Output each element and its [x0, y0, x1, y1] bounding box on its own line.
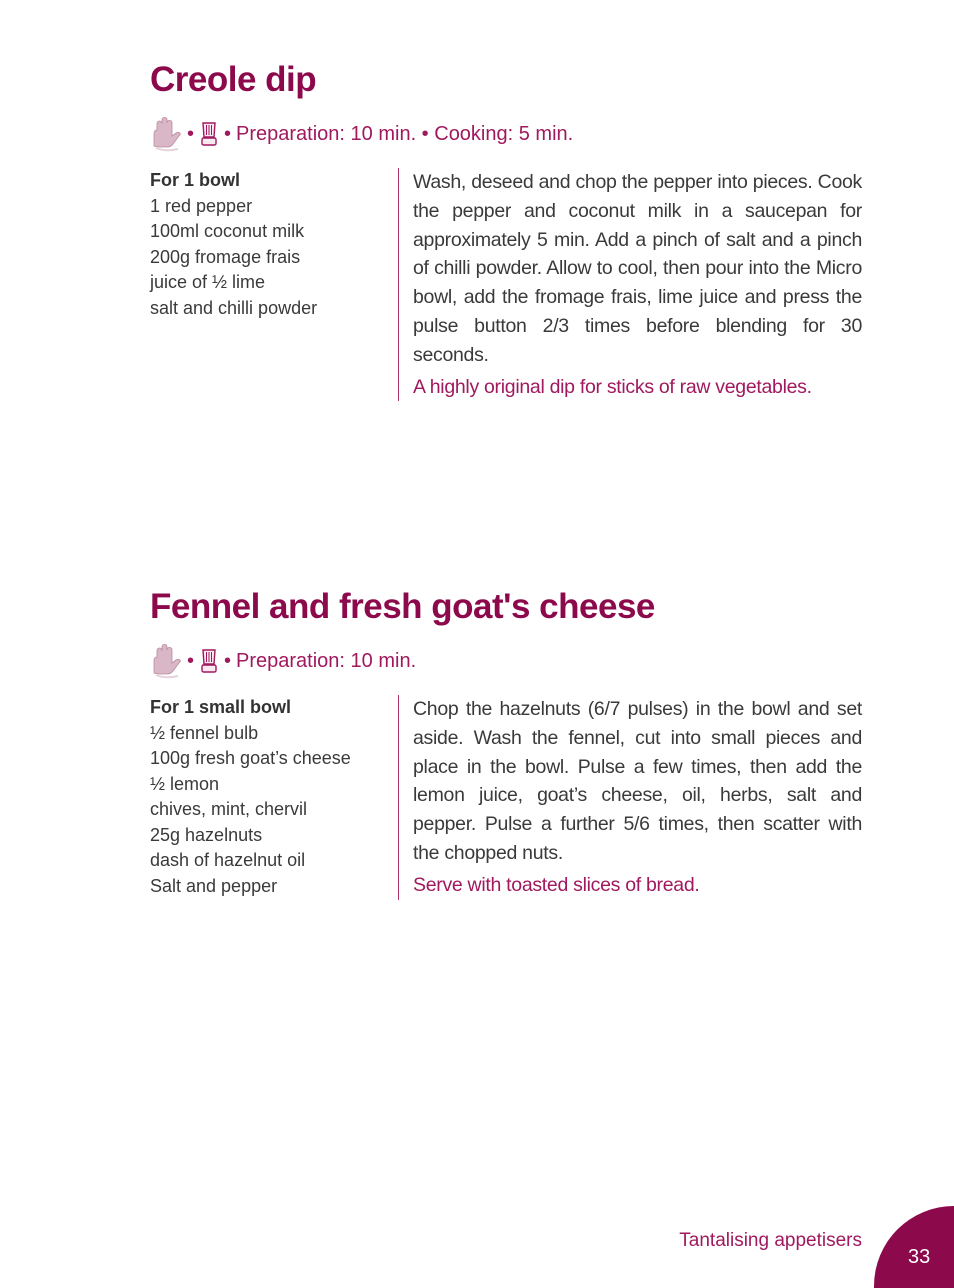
preparation-time: Preparation: 10 min. • Cooking: 5 min.	[236, 122, 574, 145]
ingredient-item: chives, mint, chervil	[150, 799, 308, 819]
ingredients-list	[150, 695, 398, 900]
method-column	[413, 168, 862, 401]
serving-tip: Serve with toasted slices of bread.	[413, 873, 700, 896]
recipe-title: Creole dip	[150, 60, 317, 99]
recipe-meta	[150, 643, 862, 679]
ingredient-item: ½ lemon	[150, 773, 220, 794]
ingredient-item: 100g fresh goat’s cheese	[150, 748, 351, 768]
serving-size: For 1 small bowl	[150, 697, 292, 717]
separator-bullet: •	[224, 649, 232, 672]
section-label: Tantalising appetisers	[679, 1230, 862, 1251]
ingredients-list	[150, 168, 398, 401]
column-divider	[398, 695, 399, 900]
recipe-title: Fennel and fresh goat's cheese	[150, 587, 655, 626]
column-divider	[398, 168, 399, 401]
ingredient-item: salt and chilli powder	[150, 297, 318, 318]
ingredient-item: ½ fennel bulb	[150, 722, 259, 743]
preparation-time: Preparation: 10 min.	[236, 649, 417, 672]
method-column	[413, 695, 862, 900]
mixer-icon	[199, 648, 219, 674]
page-number: 33	[908, 1246, 931, 1268]
recipe-meta	[150, 116, 862, 152]
serving-size: For 1 bowl	[150, 170, 240, 190]
separator-bullet: •	[187, 649, 195, 672]
serving-tip: A highly original dip for sticks of raw vegetables.	[413, 375, 812, 398]
mixer-icon	[199, 121, 219, 147]
ingredient-item: 100ml coconut milk	[150, 221, 305, 241]
ingredient-item: 25g hazelnuts	[150, 824, 263, 845]
method-text: Wash, deseed and chop the pepper into pieces. Cook the pepper and coconut milk in a saucepan for approximately 5 min. Add a pinch of salt and a pinch of chilli powder. Allow to cool, then pour into the Micro bowl, add the fromage frais, lime juice and press the pulse button 2/3 times before blending for 30 seconds.	[413, 171, 862, 366]
ingredient-item: Salt and pepper	[150, 875, 278, 896]
separator-bullet: •	[224, 122, 232, 145]
ingredient-item: 1 red pepper	[150, 195, 253, 216]
ingredient-item: 200g fromage frais	[150, 246, 301, 267]
hand-icon	[150, 116, 184, 152]
separator-bullet: •	[187, 122, 195, 145]
recipe-fennel-goats-cheese	[150, 585, 862, 900]
hand-icon	[150, 643, 184, 679]
recipe-creole-dip	[150, 58, 862, 401]
method-text: Chop the hazelnuts (6/7 pulses) in the bowl and set aside. Wash the fennel, cut into small pieces and place in the bowl. Pulse a few times, then add the lemon juice, goat’s cheese, oil, herbs, salt and pepper. Pulse a further 5/6 times, then scatter with the chopped nuts.	[413, 698, 862, 864]
ingredient-item: dash of hazelnut oil	[150, 850, 306, 870]
ingredient-item: juice of ½ lime	[150, 272, 266, 292]
